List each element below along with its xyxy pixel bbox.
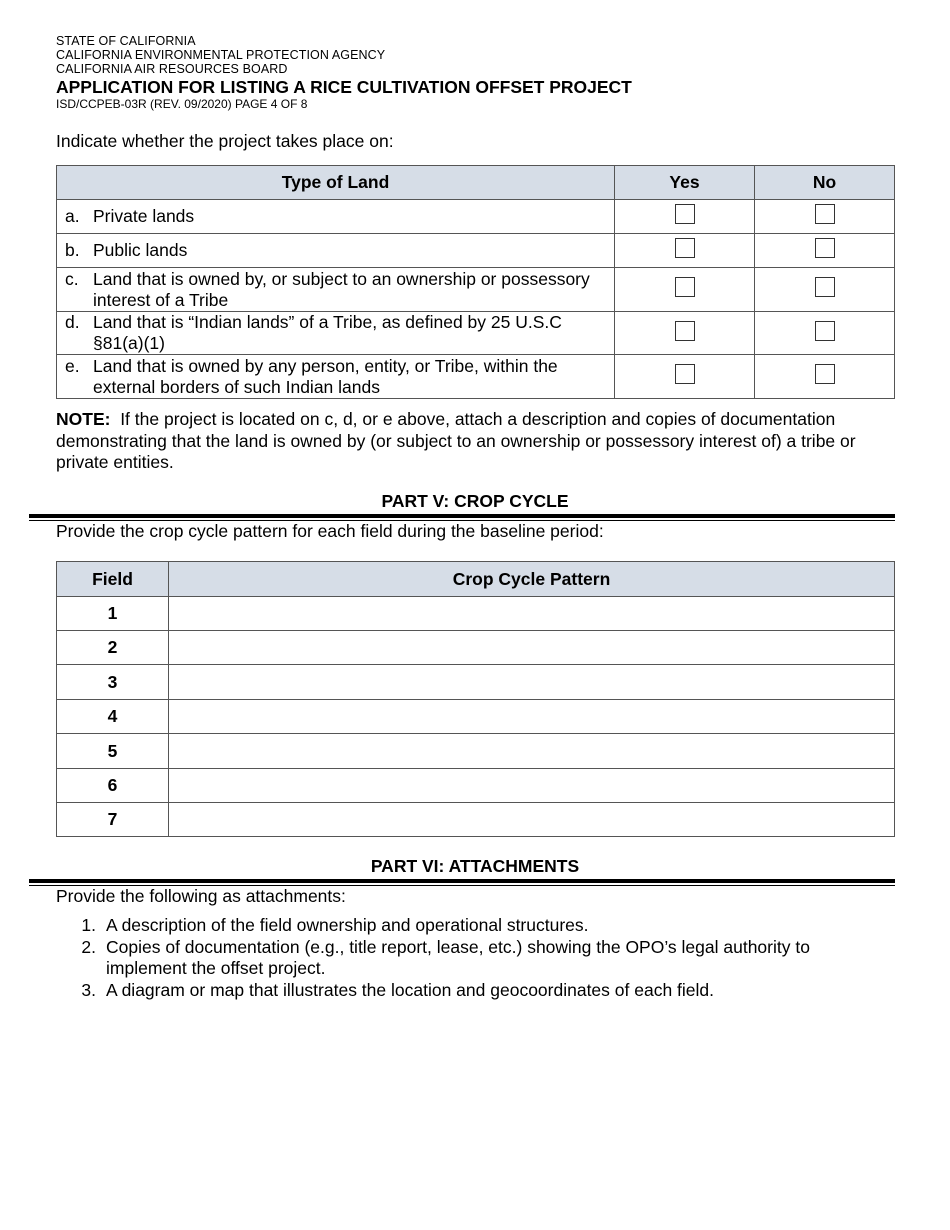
- no-checkbox-e[interactable]: [815, 364, 835, 384]
- yes-checkbox-d[interactable]: [675, 321, 695, 341]
- land-row-a: [57, 200, 895, 234]
- field-number: 1: [57, 597, 169, 631]
- land-table-header: [57, 166, 895, 200]
- item-number: 3.: [81, 979, 96, 1000]
- crop-cycle-table: [56, 561, 895, 837]
- no-checkbox-b[interactable]: [815, 238, 835, 258]
- header-no: No: [755, 166, 895, 200]
- crop-cycle-input-2[interactable]: [169, 631, 895, 665]
- part5-intro: Provide the crop cycle pattern for each field during the baseline period:: [56, 521, 604, 541]
- yes-checkbox-e[interactable]: [675, 364, 695, 384]
- item-text: A description of the field ownership and operational structures.: [106, 915, 589, 935]
- crop-cycle-input-6[interactable]: [169, 769, 895, 803]
- row-letter: b.: [65, 240, 80, 260]
- crop-cycle-input-4[interactable]: [169, 700, 895, 734]
- field-number: 6: [57, 769, 169, 803]
- row-text: Land that is owned by, or subject to an ownership or possessory interest of a Tribe: [93, 268, 590, 310]
- row-letter: c.: [65, 268, 79, 289]
- part5-rule-thick: [29, 514, 895, 518]
- attachments-list: [56, 915, 886, 1001]
- item-text: A diagram or map that illustrates the location and geocoordinates of each field.: [106, 979, 715, 1000]
- yes-checkbox-a[interactable]: [675, 204, 695, 224]
- item-number: 1.: [81, 915, 96, 935]
- crop-table-header: [57, 562, 895, 597]
- field-number: 7: [57, 803, 169, 837]
- header-type-of-land: Type of Land: [57, 166, 615, 200]
- agency-line-state: STATE OF CALIFORNIA: [56, 34, 196, 48]
- crop-cycle-input-3[interactable]: [169, 665, 895, 700]
- part6-rule-thick: [29, 879, 895, 883]
- table-row: [57, 803, 895, 837]
- row-text: Public lands: [93, 240, 188, 260]
- list-item: [56, 915, 886, 937]
- row-letter: e.: [65, 355, 80, 376]
- yes-checkbox-b[interactable]: [675, 238, 695, 258]
- no-checkbox-c[interactable]: [815, 277, 835, 297]
- land-row-e: [57, 355, 895, 399]
- table-row: [57, 665, 895, 700]
- crop-cycle-input-5[interactable]: [169, 734, 895, 769]
- land-row-d: [57, 312, 895, 355]
- row-letter: a.: [65, 206, 80, 226]
- land-question: Indicate whether the project takes place on:: [56, 131, 394, 151]
- table-row: [57, 734, 895, 769]
- crop-cycle-input-7[interactable]: [169, 803, 895, 837]
- form-id: ISD/CCPEB-03R (REV. 09/2020) PAGE 4 OF 8: [56, 97, 308, 111]
- form-title: APPLICATION FOR LISTING A RICE CULTIVATION OFFSET PROJECT: [56, 77, 632, 97]
- agency-line-carb: CALIFORNIA AIR RESOURCES BOARD: [56, 62, 288, 76]
- part6-heading: PART VI: ATTACHMENTS: [370, 856, 580, 876]
- row-text: Land that is “Indian lands” of a Tribe, as defined by 25 U.S.C §81(a)(1): [93, 312, 562, 353]
- crop-cycle-input-1[interactable]: [169, 597, 895, 631]
- list-item: [56, 937, 886, 980]
- note-text: If the project is located on c, d, or e above, attach a description and copies of documentation demonstrating that the land is owned by (or subject to an ownership or possessory interest of) a tribe or private entities.: [56, 409, 856, 472]
- table-row: [57, 631, 895, 665]
- agency-line-calepa: CALIFORNIA ENVIRONMENTAL PROTECTION AGENCY: [56, 48, 386, 62]
- header-crop-cycle-pattern: Crop Cycle Pattern: [169, 562, 895, 597]
- field-number: 4: [57, 700, 169, 734]
- table-row: [57, 700, 895, 734]
- row-letter: d.: [65, 312, 80, 332]
- yes-checkbox-c[interactable]: [675, 277, 695, 297]
- part6-intro: Provide the following as attachments:: [56, 886, 346, 906]
- land-row-c: [57, 268, 895, 312]
- note-paragraph: [56, 409, 896, 474]
- item-number: 2.: [81, 936, 96, 957]
- table-row: [57, 769, 895, 803]
- header-yes: Yes: [615, 166, 755, 200]
- header-field: Field: [57, 562, 169, 597]
- no-checkbox-a[interactable]: [815, 204, 835, 224]
- field-number: 2: [57, 631, 169, 665]
- land-row-b: [57, 234, 895, 268]
- row-text: Private lands: [93, 206, 195, 226]
- note-label: NOTE:: [56, 409, 111, 429]
- item-text: Copies of documentation (e.g., title report, lease, etc.) showing the OPO’s legal authority to implement the offset project.: [106, 936, 810, 978]
- row-text: Land that is owned by any person, entity, or Tribe, within the external borders of such Indian lands: [93, 355, 558, 397]
- table-row: [57, 597, 895, 631]
- list-item: [56, 980, 886, 1002]
- field-number: 5: [57, 734, 169, 769]
- no-checkbox-d[interactable]: [815, 321, 835, 341]
- part5-heading: PART V: CROP CYCLE: [381, 491, 569, 511]
- land-type-table: [56, 165, 895, 399]
- field-number: 3: [57, 665, 169, 700]
